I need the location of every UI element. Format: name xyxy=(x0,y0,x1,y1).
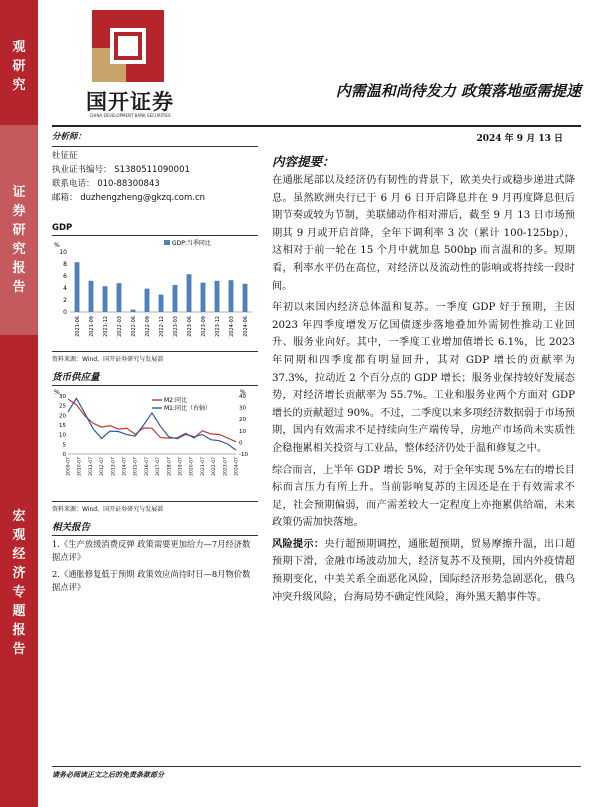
sidebar-char: 究 xyxy=(12,78,26,93)
analyst-email[interactable]: 邮箱： duzhengzheng@gkzq.com.cn xyxy=(52,193,206,203)
y-tick-label: 2 xyxy=(63,297,67,304)
x-tick-label: 2011-07 xyxy=(88,457,94,476)
report-date: 2024 年 9 月 13 日 xyxy=(476,134,563,144)
legend-label: M1:同比（右轴） xyxy=(164,405,212,412)
y-right-tick-label: -10 xyxy=(239,452,248,458)
bar xyxy=(89,281,94,312)
brand-name-en: CHINA DEVELOPMENT BANK SECURITIES xyxy=(89,113,171,118)
sidebar-char: 研 xyxy=(12,223,26,238)
left-column xyxy=(52,130,258,594)
y-tick-label: 8 xyxy=(63,261,67,268)
document-title: 内需温和尚待发力 政策落地亟需提速 xyxy=(335,82,581,100)
sidebar-char: 题 xyxy=(12,604,26,619)
x-tick-label: 2016-07 xyxy=(144,457,150,476)
legend-label: M2:同比 xyxy=(164,397,188,404)
y-tick-label: 4 xyxy=(63,285,67,292)
y-tick-label: 10 xyxy=(59,432,66,439)
sidebar-char: 报 xyxy=(12,623,26,638)
summary-paragraph: 在通胀尾部以及经济仍有韧性的背景下，欧美央行或稳步递进式降息。虽然欧洲央行已于 6 月 6 日开启降息并在 9 月再度降息但后期节奏或较为节制，美联储动作相对滞后，截至 9 月 13 日市场预期其 9 月或开启首降，全年下调利率 3 次（累计 100-125bp），这相对于前一轮在 15 个月中就加息 500bp 而言温和的多。短期看，利率水平仍在高位，对经济以及流动性的影响或将持续一段时间。 xyxy=(272,175,575,292)
sidebar-char: 告 xyxy=(12,642,26,657)
sidebar-bottom xyxy=(0,335,38,807)
bar xyxy=(131,310,136,312)
y-right-tick-label: 20 xyxy=(239,417,246,424)
x-tick-label: 2023-09 xyxy=(201,316,207,337)
company-logo xyxy=(92,10,164,82)
related-report-item[interactable]: 2.《通胀修复低于预期 政策效应尚待时日—8月物价数据点评》 xyxy=(52,569,251,592)
gdp-chart-source: 资料来源：Wind，国开证券研究与发展部 xyxy=(52,356,164,363)
sidebar-char: 报 xyxy=(12,261,26,276)
bar xyxy=(215,281,220,312)
sidebar-char: 证 xyxy=(12,185,26,200)
money-chart-heading: 货币供应量 xyxy=(52,372,100,383)
analyst-phone: 联系电话： 010-88300843 xyxy=(52,179,160,189)
money-supply-line-chart xyxy=(52,388,258,496)
x-tick-label: 2022-03 xyxy=(117,316,123,337)
related-reports-heading: 相关报告 xyxy=(52,522,91,533)
x-tick-label: 2023-07 xyxy=(223,457,229,476)
y-right-tick-label: 10 xyxy=(239,428,246,435)
bar xyxy=(229,280,234,312)
y-tick-label: 25 xyxy=(59,403,66,410)
risk-label: 风险提示： xyxy=(272,537,325,550)
x-tick-label: 2013-07 xyxy=(111,457,117,476)
sidebar-char: 券 xyxy=(12,204,26,219)
y-right-tick-label: 30 xyxy=(239,405,246,412)
y-right-tick-label: 0 xyxy=(239,440,243,447)
analyst-cert: 执业证书编号： S1380511090001 xyxy=(52,165,190,175)
y-right-tick-label: 40 xyxy=(239,394,246,400)
y-tick-label: 20 xyxy=(59,413,66,420)
y-tick-label: 15 xyxy=(59,423,66,429)
x-tick-label: 2024-06 xyxy=(243,316,249,337)
y-axis-unit: % xyxy=(54,389,60,396)
risk-paragraph xyxy=(272,536,575,606)
sidebar-char: 研 xyxy=(12,59,26,74)
summary-paragraph: 年初以来国内经济总体温和复苏。一季度 GDP 好于预期，主因 2023 年四季度增发万亿国债逐步落地叠加外需韧性推动工业回升、服务业向好。其中，一季度工业增加值增长 6.1%，比 2023 年同期和四季度都有明显回升，其对 GDP 增长的贡献率为 37.3%，拉动近 2 个百分点的 GDP 增长；服务业保持较好发展态势，对经济增长贡献率为 55.7%。工业和服务业两个方面对 GDP 增长的贡献超过 90%。不过，二季度以来多项经济数据弱于市场预期，国内有效需求不足持续向生产端传导，房地产市场尚未实质性企稳拖累相关投资与工业品，整体经济仍处于温和修复之中。 xyxy=(272,302,575,454)
divider xyxy=(52,351,258,352)
header-rule xyxy=(52,125,581,127)
divider xyxy=(52,501,258,502)
footer-rule xyxy=(52,766,581,767)
y-axis-unit: % xyxy=(54,242,60,249)
x-tick-label: 2021-12 xyxy=(103,316,109,337)
related-report-item[interactable]: 1.《生产放缓消费反弹 政策需要更加给力—7月经济数据点评》 xyxy=(52,539,251,562)
bar xyxy=(145,289,150,312)
summary-paragraph: 综合而言，上半年 GDP 增长 5%，对于全年实现 5%左右的增长目标而言压力有所上升。当前影响复苏的主因还是在于有效需求不足，社会预期偏弱，而产需差较大一定程度上亦拖累供给端，未来政策仍需加快落地。 xyxy=(272,464,575,529)
y-axis-unit-right: % xyxy=(240,389,246,396)
y-tick-label: 0 xyxy=(63,309,67,316)
summary-heading: 内容提要： xyxy=(272,154,335,169)
x-tick-label: 2024-07 xyxy=(234,457,240,476)
x-tick-label: 2023-03 xyxy=(173,316,179,337)
sidebar-middle xyxy=(0,125,38,335)
divider xyxy=(52,235,258,236)
x-tick-label: 2022-09 xyxy=(145,316,151,337)
bar xyxy=(159,295,164,312)
y-tick-label: 0 xyxy=(62,452,66,458)
sidebar-char: 经 xyxy=(12,547,26,562)
sidebar-char: 观 xyxy=(12,40,26,55)
x-tick-label: 2021-09 xyxy=(89,316,95,337)
x-tick-label: 2017-07 xyxy=(156,457,162,476)
x-tick-label: 2012-07 xyxy=(100,457,106,476)
x-tick-label: 2022-07 xyxy=(212,457,218,476)
analyst-box xyxy=(52,130,258,205)
sidebar-top xyxy=(0,0,38,125)
bar xyxy=(173,285,178,312)
legend-label: GDP:当季同比 xyxy=(172,240,211,247)
disclaimer-note: 请务必阅读正文之后的免责条款部分 xyxy=(52,770,164,779)
x-tick-label: 2022-06 xyxy=(131,316,137,337)
x-tick-label: 2024-03 xyxy=(229,316,235,337)
x-tick-label: 2010-07 xyxy=(77,457,83,476)
sidebar-char: 专 xyxy=(12,585,26,600)
divider xyxy=(52,385,258,386)
gdp-chart-heading: GDP xyxy=(52,223,73,233)
y-tick-label: 30 xyxy=(59,394,66,400)
bar xyxy=(243,284,248,312)
money-chart-source: 资料来源：Wind，国开证券研究与发展部 xyxy=(52,506,164,513)
brand-name: 国开证券 xyxy=(86,89,174,114)
x-tick-label: 2021-07 xyxy=(200,457,206,476)
divider xyxy=(52,535,258,536)
x-tick-label: 2021-06 xyxy=(75,316,81,337)
y-tick-label: 6 xyxy=(63,273,67,280)
bar xyxy=(75,262,80,312)
bar xyxy=(201,283,206,312)
analyst-name: 杜征征 xyxy=(52,151,78,161)
x-tick-label: 2020-07 xyxy=(189,457,195,476)
bar xyxy=(117,283,122,312)
sidebar-char: 宏 xyxy=(12,509,26,524)
x-tick-label: 2023-12 xyxy=(215,316,221,337)
sidebar-char: 告 xyxy=(12,280,26,295)
x-tick-label: 2023-06 xyxy=(187,316,193,337)
x-tick-label: 2009-07 xyxy=(66,457,72,476)
y-tick-label: 5 xyxy=(62,442,66,449)
sidebar-char: 究 xyxy=(12,242,26,257)
analyst-heading: 分析师： xyxy=(52,132,87,142)
risk-text: 央行超预期调控，通胀超预期，贸易摩擦升温，出口超预期下滑，金融市场波动加大，经济复苏不及预期，国内外疫情超预期变化，中美关系全面恶化风险，国际经济形势急剧恶化，俄乌冲突升级风险，台海局势不确定性风险，海外黑天鹅事件等。 xyxy=(272,538,576,603)
gdp-bar-chart xyxy=(52,238,258,346)
summary-body xyxy=(272,172,575,610)
x-tick-label: 2018-07 xyxy=(167,457,173,476)
x-tick-label: 2014-07 xyxy=(122,457,128,476)
y-tick-label: 10 xyxy=(59,249,67,256)
x-tick-label: 2022-12 xyxy=(159,316,165,337)
sidebar-char: 观 xyxy=(12,528,26,543)
divider xyxy=(52,146,258,147)
bar xyxy=(187,274,192,312)
bar xyxy=(103,286,108,312)
legend-swatch xyxy=(164,240,170,245)
x-tick-label: 2019-07 xyxy=(178,457,184,476)
sidebar-char: 济 xyxy=(12,566,26,581)
x-tick-label: 2015-07 xyxy=(133,457,139,476)
